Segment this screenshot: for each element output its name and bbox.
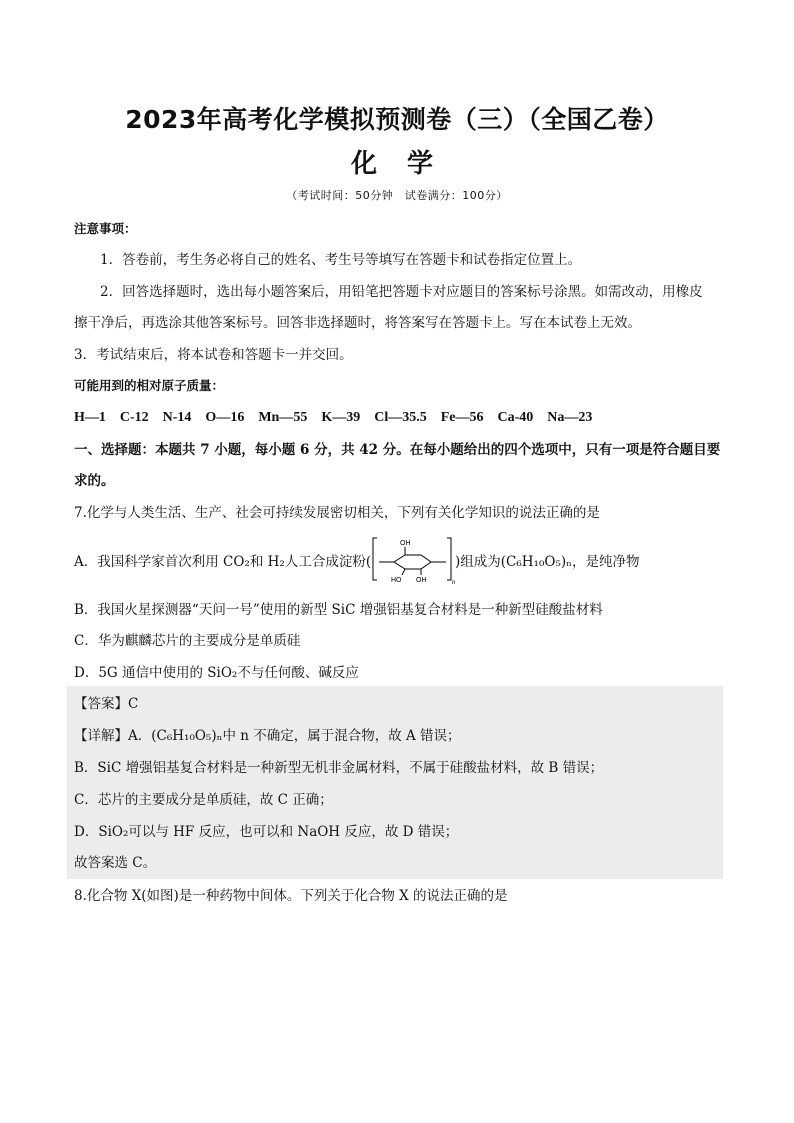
- q7-option-b: B．我国火星探测器“天问一号”使用的新型 SiC 增强铝基复合材料是一种新型硅酸盐材料: [74, 602, 603, 618]
- notice-heading: 注意事项：: [74, 221, 137, 236]
- starch-structure-icon: [369, 535, 455, 585]
- atomic-mass-values: H—1 C-12 N-14 O—16 Mn—55 K—39 Cl—35.5 Fe—56 Ca-40 Na—23: [74, 410, 593, 425]
- subject-title: 化学: [350, 149, 463, 179]
- q7-option-c: C．华为麒麟芯片的主要成分是单质硅: [74, 633, 301, 649]
- answer-box: [67, 686, 723, 879]
- q8-stem: 8.化合物 X(如图)是一种药物中间体。下列关于化合物 X 的说法正确的是: [74, 888, 508, 904]
- struct-label-oh-bot: OH: [416, 577, 427, 584]
- q7-stem: 7.化学与人类生活、生产、社会可持续发展密切相关，下列有关化学知识的说法正确的是: [74, 505, 600, 521]
- answer-detail-a: 【详解】A．(C₆H₁₀O₅)ₙ中 n 不确定，属于混合物，故 A 错误；: [74, 728, 461, 744]
- struct-label-n: n: [452, 580, 456, 586]
- answer-detail-d: D．SiO₂可以与 HF 反应，也可以和 NaOH 反应，故 D 错误；: [74, 824, 459, 840]
- q7-option-a-cont: )组成为(C₆H₁₀O₅)ₙ，是纯净物: [455, 554, 640, 570]
- exam-info: （考试时间：50分钟 试卷满分：100分）: [286, 189, 508, 202]
- notice-item-2: 2．回答选择题时，选出每小题答案后，用铅笔把答题卡对应题目的答案标号涂黑。如需改动，用橡皮: [100, 284, 703, 300]
- answer-label: 【答案】C: [74, 696, 139, 712]
- answer-detail-c: C．芯片的主要成分是单质硅，故 C 正确；: [74, 792, 333, 808]
- notice-item-2-cont: 擦干净后，再选涂其他答案标号。回答非选择题时，将答案写在答题卡上。写在本试卷上无效。: [74, 315, 641, 331]
- q7-option-a: [74, 552, 371, 572]
- q7-option-d: D．5G 通信中使用的 SiO₂不与任何酸、碱反应: [74, 665, 359, 681]
- section-heading: 一、选择题：本题共 7 小题，每小题 6 分，共 42 分。在每小题给出的四个选项中，只有一项是符合题目要: [74, 442, 721, 458]
- section-heading-cont: 求的。: [74, 473, 115, 489]
- atomic-mass-heading: 可能用到的相对原子质量：: [74, 378, 225, 393]
- struct-label-oh-top: OH: [400, 540, 411, 547]
- notice-item-1: 1．答卷前，考生务必将自己的姓名、考生号等填写在答题卡和试卷指定位置上。: [100, 252, 582, 268]
- struct-label-ho: HO: [391, 577, 402, 584]
- notice-item-3: 3．考试结束后，将本试卷和答题卡一并交回。: [74, 347, 353, 363]
- answer-conclusion: 故答案选 C。: [74, 855, 157, 871]
- q7-option-a-text: A．我国科学家首次利用 CO₂和 H₂人工合成淀粉(: [74, 554, 372, 570]
- page-title: 2023年高考化学模拟预测卷（三）（全国乙卷）: [125, 105, 669, 134]
- answer-detail-b: B．SiC 增强铝基复合材料是一种新型无机非金属材料，不属于硅酸盐材料，故 B 错误；: [74, 760, 604, 776]
